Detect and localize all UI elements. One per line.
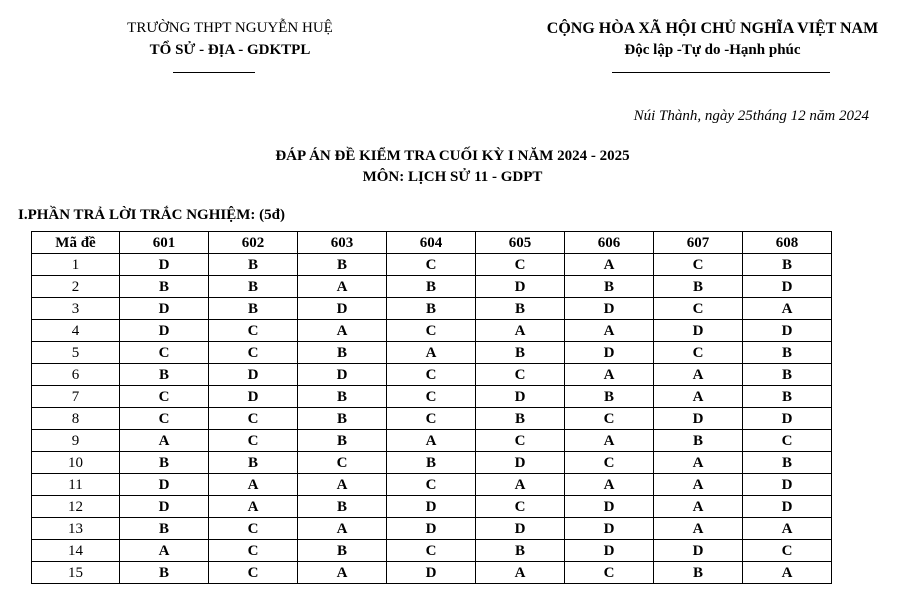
answer-cell: B (654, 276, 743, 298)
answer-key-table (31, 231, 832, 584)
answer-cell: B (120, 364, 209, 386)
table-row (32, 254, 832, 276)
answer-cell: C (387, 364, 476, 386)
question-number-cell: 8 (32, 408, 120, 430)
answer-cell: D (565, 342, 654, 364)
answer-cell: C (743, 540, 832, 562)
answer-cell: A (565, 320, 654, 342)
answer-cell: B (476, 342, 565, 364)
question-number-cell: 1 (32, 254, 120, 276)
answer-cell: B (476, 298, 565, 320)
answer-cell: A (209, 496, 298, 518)
question-number-cell: 10 (32, 452, 120, 474)
answer-cell: D (298, 364, 387, 386)
answer-cell: C (565, 562, 654, 584)
answer-cell: C (743, 430, 832, 452)
answer-cell: A (387, 430, 476, 452)
answer-cell: D (209, 364, 298, 386)
answer-cell: D (476, 452, 565, 474)
question-number-cell: 15 (32, 562, 120, 584)
answer-cell: D (743, 276, 832, 298)
answer-cell: A (743, 518, 832, 540)
national-title: CỘNG HÒA XÃ HỘI CHỦ NGHĨA VIỆT NAM (546, 20, 879, 37)
answer-cell: A (298, 562, 387, 584)
table-row (32, 518, 832, 540)
question-number-cell: 2 (32, 276, 120, 298)
answer-cell: C (387, 320, 476, 342)
answer-cell: A (298, 276, 387, 298)
answer-cell: B (654, 562, 743, 584)
answer-cell: B (565, 276, 654, 298)
answer-cell: C (387, 254, 476, 276)
answer-cell: B (298, 254, 387, 276)
table-row (32, 386, 832, 408)
section-title: I.PHẦN TRẢ LỜI TRẮC NGHIỆM: (5đ) (18, 207, 285, 223)
answer-cell: D (120, 474, 209, 496)
answer-cell: A (565, 254, 654, 276)
answer-cell: D (654, 540, 743, 562)
table-row (32, 496, 832, 518)
right-header-rule (612, 72, 830, 73)
answer-cell: D (387, 562, 476, 584)
answer-cell: A (120, 430, 209, 452)
answer-cell: D (120, 254, 209, 276)
answer-cell: C (209, 518, 298, 540)
answer-cell: A (298, 474, 387, 496)
column-header-608: 608 (743, 232, 832, 254)
answer-cell: C (565, 452, 654, 474)
answer-cell: D (387, 518, 476, 540)
answer-cell: C (654, 254, 743, 276)
answer-cell: D (120, 496, 209, 518)
answer-cell: B (120, 452, 209, 474)
answer-cell: B (476, 408, 565, 430)
question-number-cell: 5 (32, 342, 120, 364)
answer-cell: C (654, 298, 743, 320)
column-header-607: 607 (654, 232, 743, 254)
answer-cell: B (743, 452, 832, 474)
column-header-606: 606 (565, 232, 654, 254)
answer-cell: A (654, 496, 743, 518)
answer-cell: A (298, 320, 387, 342)
answer-cell: B (120, 276, 209, 298)
answer-cell: D (565, 496, 654, 518)
answer-cell: D (654, 408, 743, 430)
answer-cell: D (476, 276, 565, 298)
answer-cell: B (743, 386, 832, 408)
answer-cell: A (654, 386, 743, 408)
answer-cell: D (565, 298, 654, 320)
school-name: TRƯỜNG THPT NGUYỄN HUỆ (127, 20, 333, 36)
answer-cell: C (120, 342, 209, 364)
answer-cell: B (743, 254, 832, 276)
answer-cell: B (298, 540, 387, 562)
answer-cell: D (298, 298, 387, 320)
question-number-cell: 3 (32, 298, 120, 320)
answer-cell: A (565, 364, 654, 386)
column-header-602: 602 (209, 232, 298, 254)
table-row (32, 276, 832, 298)
answer-cell: D (209, 386, 298, 408)
answer-cell: A (743, 298, 832, 320)
answer-cell: B (209, 254, 298, 276)
answer-cell: A (565, 430, 654, 452)
answer-cell: C (387, 386, 476, 408)
department-name: TỔ SỬ - ĐỊA - GDKTPL (149, 42, 311, 58)
answer-cell: B (565, 386, 654, 408)
answer-cell: A (476, 562, 565, 584)
question-number-cell: 6 (32, 364, 120, 386)
table-row (32, 540, 832, 562)
answer-cell: A (298, 518, 387, 540)
answer-cell: D (476, 518, 565, 540)
left-header-rule (173, 72, 255, 73)
answer-cell: B (387, 298, 476, 320)
table-row (32, 408, 832, 430)
answer-cell: C (120, 408, 209, 430)
answer-cell: B (654, 430, 743, 452)
question-number-cell: 13 (32, 518, 120, 540)
answer-cell: B (298, 430, 387, 452)
answer-cell: C (387, 408, 476, 430)
answer-cell: B (298, 342, 387, 364)
answer-cell: C (209, 540, 298, 562)
answer-cell: C (476, 254, 565, 276)
document-title: ĐÁP ÁN ĐỀ KIỂM TRA CUỐI KỲ I NĂM 2024 - 2025 (275, 148, 630, 164)
answer-cell: A (120, 540, 209, 562)
answer-cell: B (120, 562, 209, 584)
answer-cell: D (387, 496, 476, 518)
table-row (32, 452, 832, 474)
table-row (32, 562, 832, 584)
answer-cell: A (654, 474, 743, 496)
answer-cell: C (476, 430, 565, 452)
column-header-604: 604 (387, 232, 476, 254)
answer-cell: B (298, 408, 387, 430)
answer-cell: D (743, 474, 832, 496)
answer-cell: A (743, 562, 832, 584)
answer-cell: B (743, 342, 832, 364)
answer-cell: A (476, 474, 565, 496)
table-body (32, 254, 832, 584)
table-header-row (32, 232, 832, 254)
answer-cell: B (476, 540, 565, 562)
answer-cell: A (476, 320, 565, 342)
answer-cell: D (743, 408, 832, 430)
column-header-605: 605 (476, 232, 565, 254)
answer-cell: A (565, 474, 654, 496)
answer-cell: D (743, 496, 832, 518)
national-motto: Độc lập -Tự do -Hạnh phúc (624, 42, 801, 58)
answer-cell: C (476, 364, 565, 386)
column-header-exam-code: Mã đề (32, 232, 120, 254)
question-number-cell: 12 (32, 496, 120, 518)
answer-cell: B (387, 276, 476, 298)
answer-cell: A (654, 452, 743, 474)
table-row (32, 474, 832, 496)
answer-cell: B (298, 386, 387, 408)
answer-cell: A (209, 474, 298, 496)
answer-cell: C (209, 320, 298, 342)
answer-cell: D (120, 320, 209, 342)
answer-cell: C (298, 452, 387, 474)
table-row (32, 320, 832, 342)
answer-cell: C (209, 342, 298, 364)
answer-cell: B (209, 298, 298, 320)
answer-cell: C (209, 430, 298, 452)
answer-cell: C (387, 540, 476, 562)
answer-cell: C (476, 496, 565, 518)
document-subject: MÔN: LỊCH SỬ 11 - GDPT (362, 169, 543, 185)
answer-cell: D (654, 320, 743, 342)
answer-cell: D (743, 320, 832, 342)
answer-cell: C (654, 342, 743, 364)
answer-cell: C (209, 562, 298, 584)
question-number-cell: 14 (32, 540, 120, 562)
answer-cell: D (476, 386, 565, 408)
answer-cell: B (209, 452, 298, 474)
answer-cell: A (654, 518, 743, 540)
question-number-cell: 7 (32, 386, 120, 408)
answer-cell: A (387, 342, 476, 364)
answer-cell: D (565, 540, 654, 562)
answer-cell: D (565, 518, 654, 540)
column-header-601: 601 (120, 232, 209, 254)
place-date: Núi Thành, ngày 25tháng 12 năm 2024 (633, 108, 869, 124)
answer-cell: A (654, 364, 743, 386)
table-row (32, 364, 832, 386)
answer-cell: C (565, 408, 654, 430)
answer-cell: C (120, 386, 209, 408)
answer-cell: B (387, 452, 476, 474)
table-row (32, 298, 832, 320)
answer-cell: B (743, 364, 832, 386)
answer-cell: C (209, 408, 298, 430)
answer-cell: D (120, 298, 209, 320)
column-header-603: 603 (298, 232, 387, 254)
table-row (32, 430, 832, 452)
answer-cell: C (387, 474, 476, 496)
question-number-cell: 4 (32, 320, 120, 342)
answer-cell: B (298, 496, 387, 518)
table-row (32, 342, 832, 364)
question-number-cell: 9 (32, 430, 120, 452)
question-number-cell: 11 (32, 474, 120, 496)
answer-cell: B (209, 276, 298, 298)
answer-cell: B (120, 518, 209, 540)
